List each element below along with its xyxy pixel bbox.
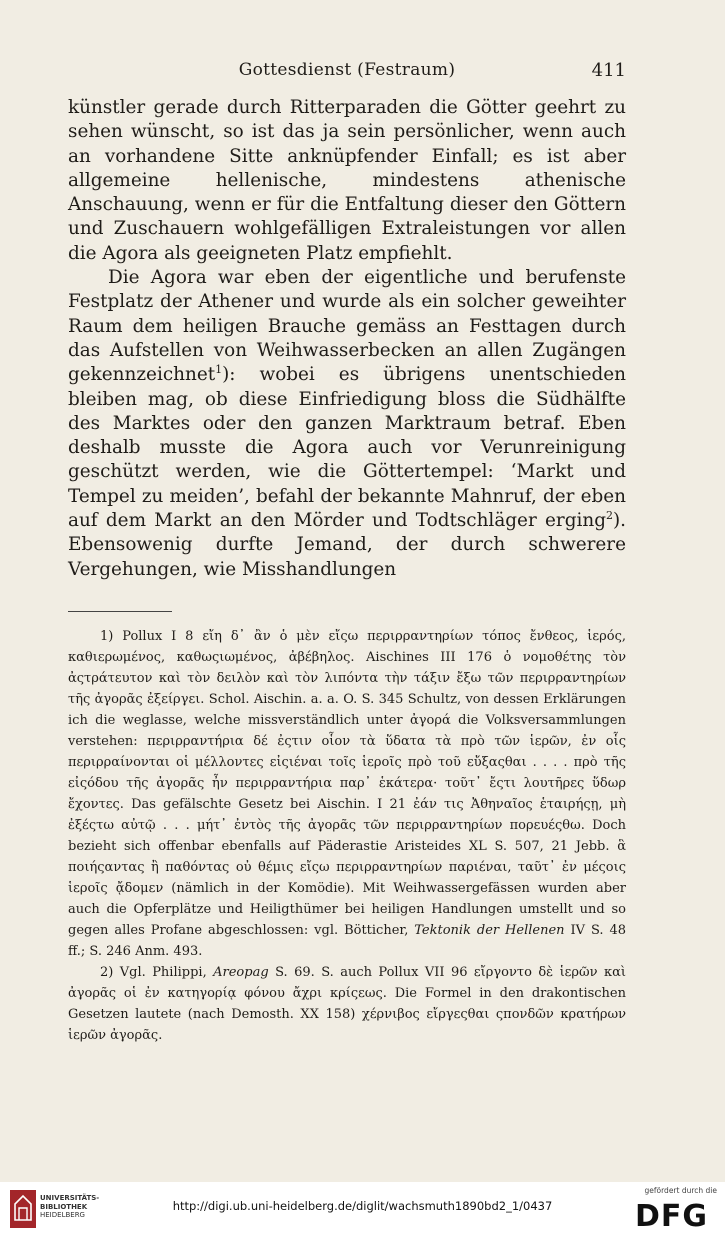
library-name-line: HEIDELBERG (40, 1211, 85, 1219)
footnote (68, 626, 626, 962)
footnote-text: S. 69. S. auch Pollux VII 96 εἴργοντο δὲ ἱερῶν καὶ ἀγορᾶς οἱ ἐν κατηγορίᾳ φόνου ἄχρι κρίςεως. Die Formel in den drakontischen Gesetzen lautete (nach Demosth. XX 158) χέρνιβος εἴργεςθαι ςπονδῶν κρατήρων ἱερῶν ἀγορᾶς. (68, 965, 626, 1043)
footnote-ref: 1 (215, 363, 223, 377)
footnote-ref: 2 (605, 508, 613, 522)
paragraph-part: Die Agora war eben der eigentliche und berufenste Festplatz der Athener und wurde als ein solcher geweihter Raum dem heiligen Brauche gemäss an Festtagen durch das Aufstellen von Weihwasserbecken an allen Zugängen gekennzeichnet (68, 267, 626, 386)
library-name-line: UNIVERSITÄTS- (40, 1194, 100, 1202)
book-title: Areopag (213, 965, 269, 980)
paragraph: künstler gerade durch Ritterparaden die Götter geehrt zu sehen wünscht, so ist das ja sein persönlicher, wenn auch an vorhandene Sitte anknüpfender Einfall; es ist aber allgemeine hellenische, mindestens athenische Anschauung, wenn er für die Entfaltung dieser den Göttern und Zuschauern wohlgefälligen Extraleistungen vor allen die Agora als geeigneten Platz empfiehlt. (68, 97, 626, 264)
footnote-text: IV S. 48 ff.; S. 246 Anm. 493. (68, 923, 626, 959)
paragraph (68, 266, 626, 582)
main-text (68, 96, 626, 582)
paragraph-part: ): wobei es übrigens unentschieden bleiben mag, ob diese Einfriedigung bloss die Südhälfte des Marktes oder den ganzen Marktraum betraf. Eben deshalb musste die Agora auch vor Verunreinigung geschützt werden, wie die Göttertempel: ‘Markt und Tempel zu meiden’, befahl der bekannte Mahnruf, der eben auf dem Markt an den Mörder und Todtschläger erging (68, 364, 626, 532)
dfg-logo-icon (635, 1198, 717, 1230)
library-name-line: BIBLIOTHEK (40, 1202, 88, 1211)
running-title: Gottesdienst (Festraum) (238, 60, 456, 80)
book-title: Tektonik der Hellenen (414, 923, 565, 938)
footnote-divider (68, 611, 172, 612)
source-url-link[interactable]: http://digi.ub.uni-heidelberg.de/diglit/wachsmuth1890bd2_1/0437 (172, 1199, 553, 1213)
footnote-text: 1) Pollux I 8 εἴη δ᾽ ἂν ὁ μὲν εἴςω περιρραντηρίων τόπος ἔνθεος, ἱερός, καθιερωμένος, καθωςιωμένος, ἀβέβηλος. Aischines III 176 ὁ νομοθέτης τὸν ἀςτράτευτον καὶ τὸν δειλὸν καὶ τὸν λιπόντα τὴν τάξιν ἔξω τῶν περιρραντηρίων τῆς ἀγορᾶς ἐξείργει. Schol. Aischin. a. a. O. S. 345 Schultz, von dessen Erklärungen ich die weglasse, welche missverständlich unter ἀγορά die Volksversammlungen verstehen: περιρραντήρια δέ ἐςτιν οἷον τὰ ὕδατα τὰ πρὸ τῶν ἱερῶν, ἐν οἷς περιρραίνονται οἱ μέλλοντες εἰςιέναι τοῖς ἱεροῖς πρὸ τοῦ εὔξαςθαι . . . . πρὸ τῆς εἰςόδου τῆς ἀγορᾶς ἦν περιρραντήρια παρ᾽ ἑκάτερα· τοῦτ᾽ ἔςτι λουτῆρες ὕδωρ ἔχοντες. Das gefälschte Gesetz bei Aischin. I 21 ἐάν τις Ἀθηναῖος ἑταιρήςῃ, μὴ ἐξέςτω αὐτῷ . . . μήτ᾽ ἐντὸς τῆς ἀγορᾶς τῶν περιρραντηρίων πορευέςθω. Doch bezieht sich offenbar ebenfalls auf Päderastie Aristeides XL S. 507, 21 Jebb. ἃ ποιήςαντας ἢ παθόντας οὐ θέμις εἴςω περιρραντηρίων παριέναι, ταῦτ᾽ ἐν μέςοις ἱεροῖς ᾄδομεν (nämlich in der Komödie). Mit Weihwassergefässen wurden aber auch die Opferplätze und Heiligthümer bei heiligen Handlungen umstellt und so gegen alles Profane abgeschlossen: vgl. Bötticher, (68, 629, 626, 938)
paragraph-part: ). Ebensowenig durfte Jemand, der durch schwerere Vergehungen, wie Misshandlungen (68, 510, 626, 580)
dfg-logo-text: DFG (635, 1199, 709, 1230)
footnote (68, 962, 626, 1046)
footnotes (68, 626, 626, 1046)
page-number: 411 (591, 60, 626, 81)
footnote-text: 2) Vgl. Philippi, (100, 965, 214, 980)
funding-label: gefördert durch die (644, 1186, 717, 1195)
digitization-footer (0, 1182, 725, 1239)
page-header (68, 60, 626, 84)
